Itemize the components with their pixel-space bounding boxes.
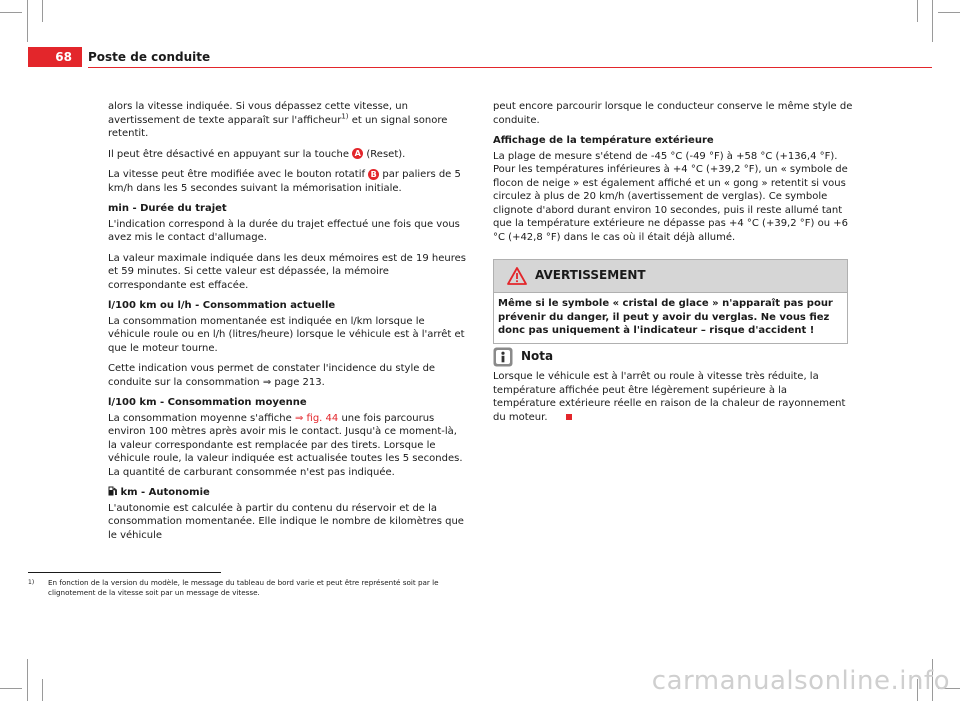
text: La consommation moyenne s'affiche bbox=[108, 412, 295, 424]
crop-mark bbox=[938, 12, 960, 13]
footnote bbox=[28, 578, 468, 597]
paragraph bbox=[108, 148, 468, 162]
paragraph: La plage de mesure s'étend de -45 °C (-49 °F) à +58 °C (+136,4 °F). Pour les températures inférieures à +4 °C (+39,2 °F), un « symbole de flocon de neige » est également affiché et un « gong » retentit si vous circulez à plus de 20 km/h (avertissement de verglas). Ce symbole clignote d'abord durant environ 10 secondes, puis il reste allumé tant que la température extérieure ne dépasse pas +4 °C (+39,2 °F) ou +6 °C (+42,8 °F) dans le cas où il était déjà allumé. bbox=[493, 150, 848, 243]
text: km - Autonomie bbox=[117, 487, 210, 498]
footnote-mark: 1) bbox=[28, 579, 35, 586]
text: Lorsque le véhicule est à l'arrêt ou roule à vitesse très réduite, la température affichée peut être légèrement supérieure à la température extérieure réelle en raison de la chaleur de rayonnement du moteur. bbox=[493, 371, 846, 423]
paragraph bbox=[108, 100, 468, 141]
fuel-pump-icon bbox=[108, 486, 117, 496]
page-title: Poste de conduite bbox=[88, 50, 211, 64]
crop-mark bbox=[42, 679, 43, 701]
warning-box bbox=[493, 259, 848, 344]
crop-mark bbox=[27, 0, 28, 42]
page-header bbox=[0, 47, 960, 67]
section-heading: Affichage de la température extérieure bbox=[493, 135, 714, 146]
key-b-badge: B bbox=[368, 169, 379, 180]
footnote-rule bbox=[28, 572, 221, 573]
paragraph: La consommation momentanée est indiquée en l/km lorsque le véhicule roule ou en l/h (litres/heure) lorsque le véhicule est à l'arrêt et que le moteur tourne. bbox=[108, 315, 465, 354]
crop-mark bbox=[932, 0, 933, 42]
text: alors la vitesse indiquée. Si vous dépassez cette vitesse, un avertissement de texte apparaît sur l'afficheur bbox=[108, 101, 408, 126]
text: par paliers de 5 km/h dans les 5 secondes suivant la mémorisation initiale. bbox=[108, 169, 461, 194]
note-icon bbox=[493, 347, 513, 367]
paragraph bbox=[108, 412, 468, 480]
footnote-ref[interactable]: 1) bbox=[341, 112, 349, 121]
paragraph: L'indication correspond à la durée du trajet effectué une fois que vous avez mis le contact d'allumage. bbox=[108, 218, 460, 243]
page-number: 68 bbox=[28, 47, 82, 67]
text: La vitesse peut être modifiée avec le bouton rotatif bbox=[108, 169, 369, 180]
note-title: Nota bbox=[521, 349, 554, 364]
section-heading bbox=[108, 486, 468, 500]
crop-mark bbox=[27, 659, 28, 701]
warning-header bbox=[494, 260, 847, 293]
figure-link[interactable]: ⇒ fig. 44 bbox=[294, 412, 339, 424]
paragraph: peut encore parcourir lorsque le conducteur conserve le même style de conduite. bbox=[493, 101, 853, 126]
crop-mark bbox=[42, 0, 43, 22]
key-a-badge: A bbox=[352, 148, 363, 159]
section-heading: min - Durée du trajet bbox=[108, 203, 227, 214]
paragraph: L'autonomie est calculée à partir du contenu du réservoir et de la consommation momentanée. Elle indique le nombre de kilomètres que le véhicule bbox=[108, 502, 464, 541]
left-column bbox=[108, 100, 468, 549]
note-box bbox=[493, 347, 853, 424]
warning-text: Même si le symbole « cristal de glace » n'apparaît pas pour prévenir du danger, il peut y avoir du verglas. Ne vous fiez donc pas uniquement à l'indicateur – risque d'accident ! bbox=[498, 298, 833, 336]
crop-mark bbox=[0, 688, 22, 689]
note-text bbox=[493, 370, 853, 424]
section-heading: l/100 km ou l/h - Consommation actuelle bbox=[108, 300, 336, 311]
paragraph bbox=[108, 168, 468, 195]
text: (Reset). bbox=[363, 148, 406, 160]
right-column bbox=[493, 100, 853, 251]
watermark: carmanualsonline.info bbox=[651, 666, 950, 696]
paragraph: Cette indication vous permet de constater l'incidence du style de conduite sur la consommation ⇒ page 213. bbox=[108, 363, 436, 388]
section-heading: l/100 km - Consommation moyenne bbox=[108, 397, 307, 408]
note-header bbox=[493, 347, 853, 367]
crop-mark bbox=[0, 12, 22, 13]
paragraph: La valeur maximale indiquée dans les deux mémoires est de 19 heures et 59 minutes. Si cette valeur est dépassée, la mémoire correspondante est effacée. bbox=[108, 252, 466, 291]
text: une fois parcourus environ 100 mètres après avoir mis le contact. Jusqu'à ce moment-là, la valeur correspondante est remplacée par des tirets. Lorsque le véhicule roule, la valeur indiquée est actualisée toutes les 5 secondes. La quantité de carburant consommée n'est pas indiquée. bbox=[108, 412, 463, 478]
text: et un signal sonore retentit. bbox=[108, 114, 448, 139]
warning-triangle-icon bbox=[507, 267, 527, 285]
crop-mark bbox=[917, 0, 918, 22]
header-rule bbox=[88, 67, 932, 68]
end-of-section-marker bbox=[566, 414, 572, 420]
footnote-text: En fonction de la version du modèle, le message du tableau de bord varie et peut être représenté soit par le clignotement de la vitesse soit par un message de vitesse. bbox=[48, 578, 439, 597]
warning-title: AVERTISSEMENT bbox=[535, 268, 646, 283]
text: Il peut être désactivé en appuyant sur la touche bbox=[108, 148, 353, 160]
